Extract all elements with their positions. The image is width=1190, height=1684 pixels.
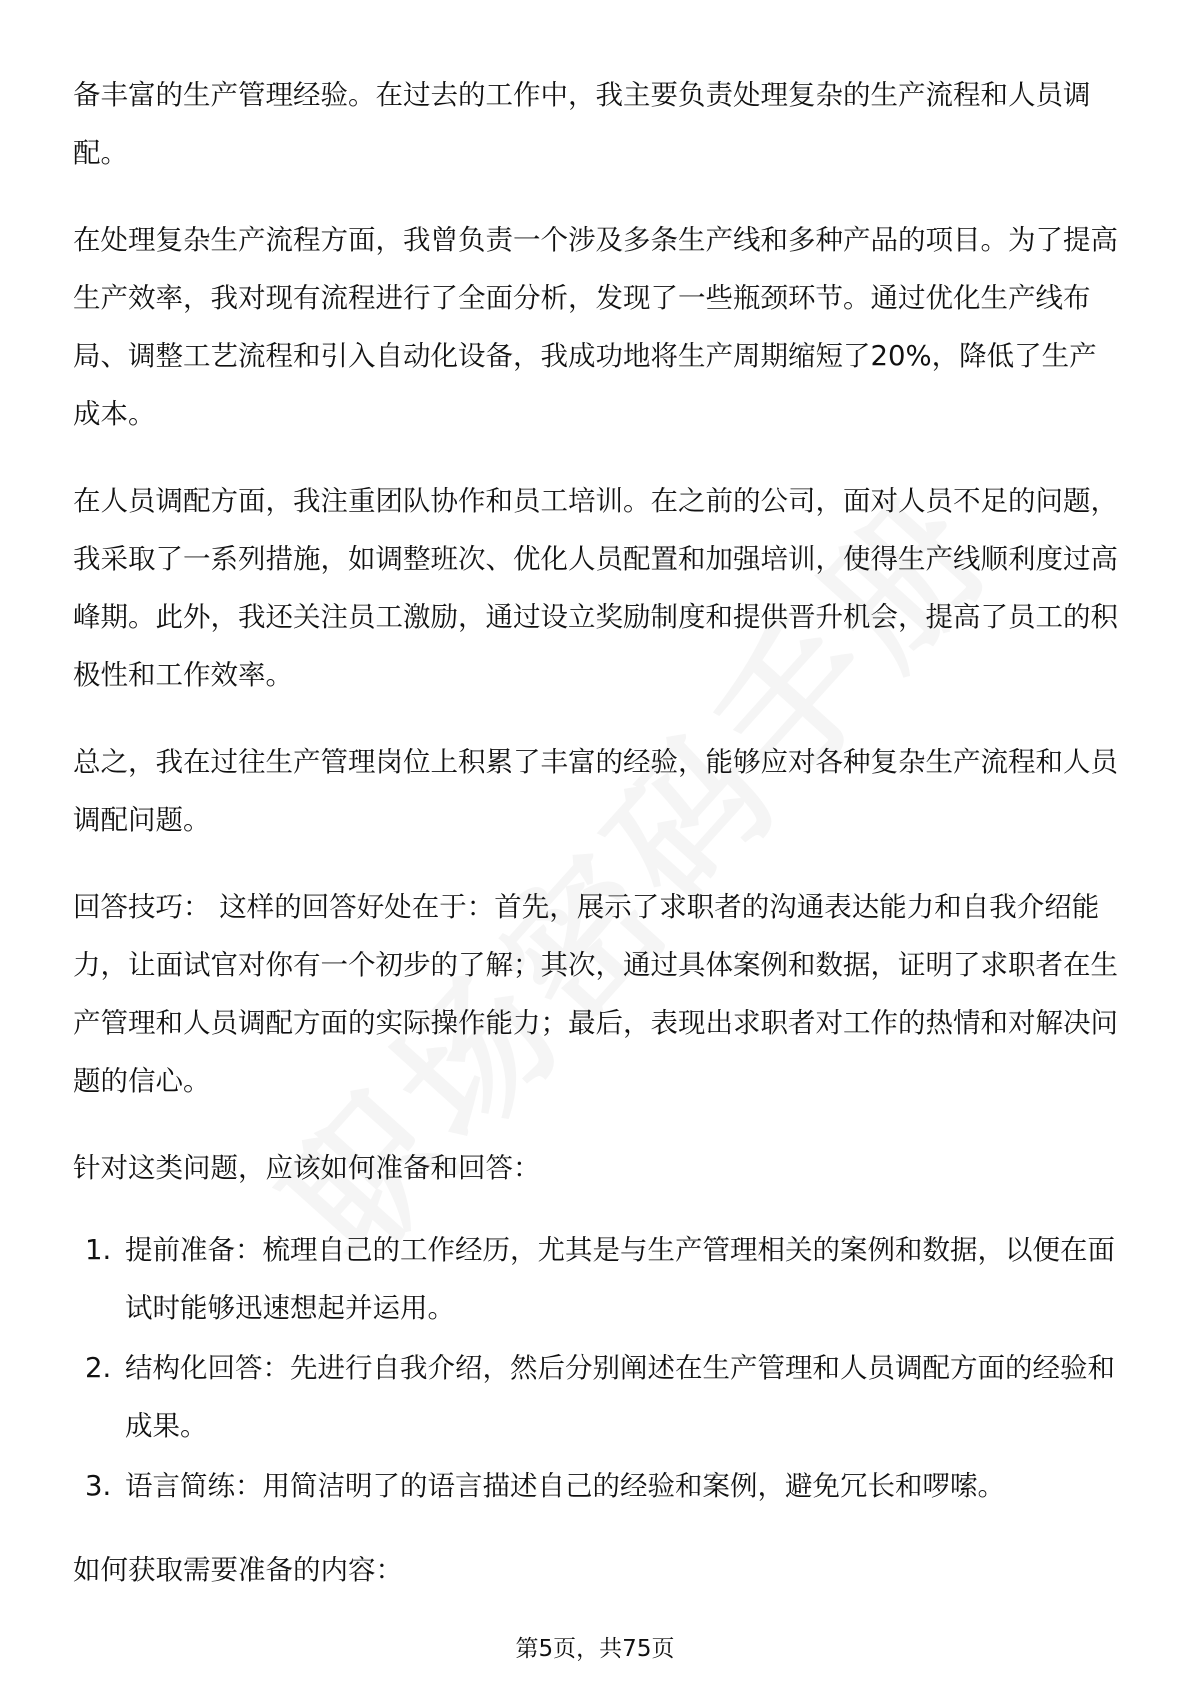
list-item-text: 提前准备：梳理自己的工作经历，尤其是与生产管理相关的案例和数据，以便在面试时能够迅速想起并运用。 <box>125 1234 1115 1324</box>
list-item <box>73 1339 1123 1455</box>
document-body <box>73 66 1123 1599</box>
paragraph-staff-allocation: 在人员调配方面，我注重团队协作和员工培训。在之前的公司，面对人员不足的问题，我采取了一系列措施，如调整班次、优化人员配置和加强培训，使得生产线顺利度过高峰期。此外，我还关注员工激励，通过设立奖励制度和提供晋升机会，提高了员工的积极性和工作效率。 <box>73 485 1118 691</box>
preparation-list <box>73 1221 1123 1515</box>
list-item <box>73 1221 1123 1337</box>
list-number: 1. <box>85 1234 112 1266</box>
paragraph-experience-intro: 备丰富的生产管理经验。在过去的工作中，我主要负责处理复杂的生产流程和人员调配。 <box>73 79 1091 169</box>
paragraph-answer-tips: 回答技巧： 这样的回答好处在于：首先，展示了求职者的沟通表达能力和自我介绍能力，让面试官对你有一个初步的了解；其次，通过具体案例和数据，证明了求职者在生产管理和人员调配方面的实际操作能力；最后，表现出求职者对工作的热情和对解决问题的信心。 <box>73 891 1118 1097</box>
page-footer <box>0 1634 1190 1664</box>
list-number: 2. <box>85 1352 112 1384</box>
paragraph-preparation-heading: 针对这类问题，应该如何准备和回答： <box>73 1152 541 1184</box>
page-number-label: 第5页，共75页 <box>515 1636 675 1662</box>
paragraph-content-source-heading: 如何获取需要准备的内容： <box>73 1554 403 1586</box>
list-number: 3. <box>85 1470 112 1502</box>
list-item <box>73 1457 1123 1515</box>
list-item-text: 结构化回答：先进行自我介绍，然后分别阐述在生产管理和人员调配方面的经验和成果。 <box>125 1352 1115 1442</box>
list-item-text: 语言简练：用简洁明了的语言描述自己的经验和案例，避免冗长和啰嗦。 <box>125 1470 1005 1502</box>
paragraph-summary: 总之，我在过往生产管理岗位上积累了丰富的经验，能够应对各种复杂生产流程和人员调配问题。 <box>73 746 1118 836</box>
paragraph-process-optimization: 在处理复杂生产流程方面，我曾负责一个涉及多条生产线和多种产品的项目。为了提高生产效率，我对现有流程进行了全面分析，发现了一些瓶颈环节。通过优化生产线布局、调整工艺流程和引入自动化设备，我成功地将生产周期缩短了20%，降低了生产成本。 <box>73 224 1118 430</box>
